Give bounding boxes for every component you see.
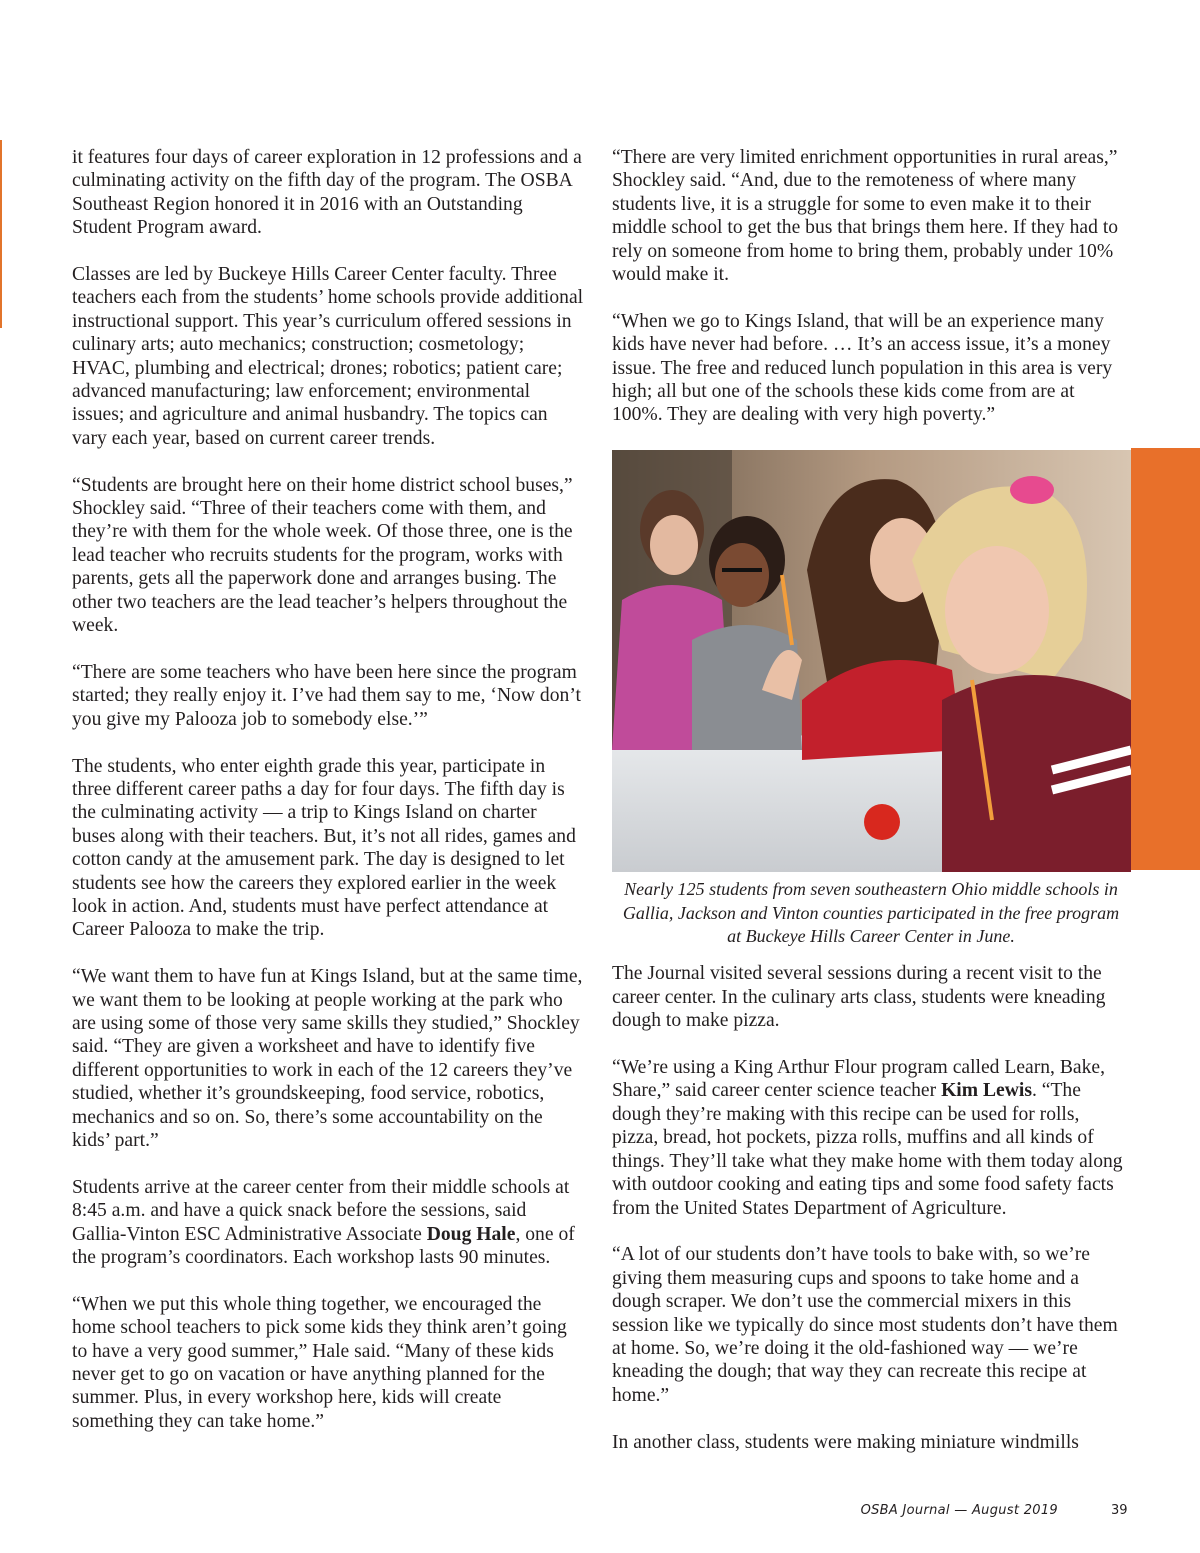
paragraph-text: Classes are led by Buckeye Hills Career Center faculty. Three teachers each from the students’ home schools provide additional instructional support. This year’s curriculum offered sessions in culinary arts; auto mechanics; construction; cosmetology; HVAC, plumbing and electrical; drones; robotics; patient care; advanced manufacturing; law enforcement; environmental issues; and agriculture and animal husbandry. The topics can vary each year, based on current career trends. bbox=[72, 264, 584, 449]
paragraph-text: In another class, students were making miniature windmills bbox=[612, 1431, 1079, 1453]
left-accent-bar bbox=[0, 140, 2, 328]
paragraph-text: it features four days of career exploration in 12 professions and a culminating activity on the fifth day of the program. The OSBA Southeast Region honored it in 2016 with an Outstanding Student Program award. bbox=[72, 147, 582, 239]
right-paragraphs-top bbox=[612, 146, 1130, 427]
paragraph bbox=[72, 1176, 584, 1270]
journal-issue-label: OSBA Journal — August 2019 bbox=[860, 1503, 1058, 1518]
paragraph bbox=[612, 1431, 1130, 1454]
paragraph-text: “There are some teachers who have been here since the program started; they really enjoy it. I’ve had them say to me, ‘Now don’t you give my Palooza job to somebody else.’” bbox=[72, 661, 581, 730]
paragraph bbox=[72, 755, 584, 942]
photo-caption: Nearly 125 students from seven southeastern Ohio middle schools in Gallia, Jackson and Vinton counties participated in the free program at Buckeye Hills Career Center in June. bbox=[622, 879, 1120, 947]
students-photo-illustration bbox=[612, 450, 1131, 872]
person-name: Doug Hale bbox=[426, 1223, 516, 1245]
left-column bbox=[72, 146, 584, 1457]
paragraph bbox=[612, 962, 1130, 1032]
paragraph-text: “There are very limited enrichment opportunities in rural areas,” Shockley said. “And, due to the remoteness of where many students live, it is a struggle for some to even make it to their middle school to get the bus that brings them here. If they had to rely on someone from home to bring them, probably under 10% would make it. bbox=[612, 147, 1119, 286]
paragraph bbox=[72, 146, 584, 240]
paragraph bbox=[72, 1293, 584, 1433]
paragraph bbox=[612, 1243, 1130, 1407]
right-accent-bar bbox=[1131, 448, 1200, 870]
paragraph-text: “When we go to Kings Island, that will be an experience many kids have never had before. … It’s an access issue, it’s a money issue. The free and reduced lunch population in this area is very high; all but one of the schools these kids come from are at 100%. They are dealing with very high poverty.” bbox=[612, 310, 1113, 426]
page-footer bbox=[0, 1503, 1200, 1523]
paragraph-text: “Students are brought here on their home district school buses,” Shockley said. “Three of their teachers come with them, and they’re with them for the whole week. Of those three, one is the lead teacher who recruits students for the program, works with parents, gets all the paperwork done and arranges busing. The other two teachers are the lead teacher’s helpers throughout the week. bbox=[72, 474, 573, 637]
paragraph bbox=[612, 146, 1130, 286]
paragraph-text: “We want them to have fun at Kings Island, but at the same time, we want them to be looking at people working at the park who are using some of those very same skills they studied,” Shockley said. “They are given a worksheet and have to identify five different opportunities to work in each of the 12 careers they’ve studied, whether it’s groundskeeping, food service, robotics, mechanics and so on. So, there’s some accountability on the kids’ part.” bbox=[72, 966, 583, 1151]
right-paragraphs-bottom bbox=[612, 962, 1130, 1453]
paragraph bbox=[612, 310, 1130, 427]
paragraph bbox=[72, 263, 584, 450]
paragraph-text: , one of the program’s coordinators. Each workshop lasts 90 minutes. bbox=[72, 1223, 575, 1268]
stress-ball bbox=[864, 804, 900, 840]
paragraph-text: “When we put this whole thing together, we encouraged the home school teachers to pick some kids they think aren’t going to have a very good summer,” Hale said. “Many of these kids never get to go on vacation or have anything planned for the summer. Plus, in every workshop here, kids will create something they can take home.” bbox=[72, 1293, 567, 1432]
paragraph-text: “A lot of our students don’t have tools to bake with, so we’re giving them measuring cups and spoons to take home and a dough scraper. We don’t use the commercial mixers in this session like we typically do since most students don’t have them at home. So, we’re doing it the old-fashioned way — we’re kneading the dough; that way they can recreate this recipe at home.” bbox=[612, 1244, 1118, 1406]
paragraph bbox=[612, 1056, 1130, 1220]
right-column bbox=[612, 146, 1130, 1477]
paragraph-text: “We’re using a King Arthur Flour program called Learn, Bake, Share,” said career center science teacher bbox=[612, 1057, 1106, 1102]
left-paragraphs bbox=[72, 146, 584, 1433]
paragraph-text: The students, who enter eighth grade this year, participate in three different career paths a day for four days. The fifth day is the culminating activity — a trip to Kings Island on charter buses along with their teachers. But, it’s not all rides, games and cotton candy at the amusement park. The day is designed to let students see how the careers they explored earlier in the week look in action. And, students must have perfect attendance at Career Palooza to make the trip. bbox=[72, 755, 576, 941]
paragraph-text: Students arrive at the career center from their middle schools at 8:45 a.m. and have a quick snack before the sessions, said Gallia-Vinton ESC Administrative Associate bbox=[72, 1176, 570, 1245]
person-name: Kim Lewis bbox=[941, 1080, 1032, 1102]
paragraph bbox=[72, 661, 584, 731]
page-number: 39 bbox=[1111, 1503, 1128, 1518]
paragraph-text: The Journal visited several sessions during a recent visit to the career center. In the culinary arts class, students were kneading dough to make pizza. bbox=[612, 963, 1106, 1032]
students-photo bbox=[612, 450, 1131, 872]
paragraph bbox=[72, 965, 584, 1152]
paragraph bbox=[72, 474, 584, 638]
paragraph-text: . “The dough they’re making with this recipe can be used for rolls, pizza, bread, hot pockets, pizza rolls, muffins and all kinds of things. They’ll take what they make home with them today along with outdoor cooking and eating tips and some food safety facts from the United States Department of Agriculture. bbox=[612, 1080, 1123, 1219]
